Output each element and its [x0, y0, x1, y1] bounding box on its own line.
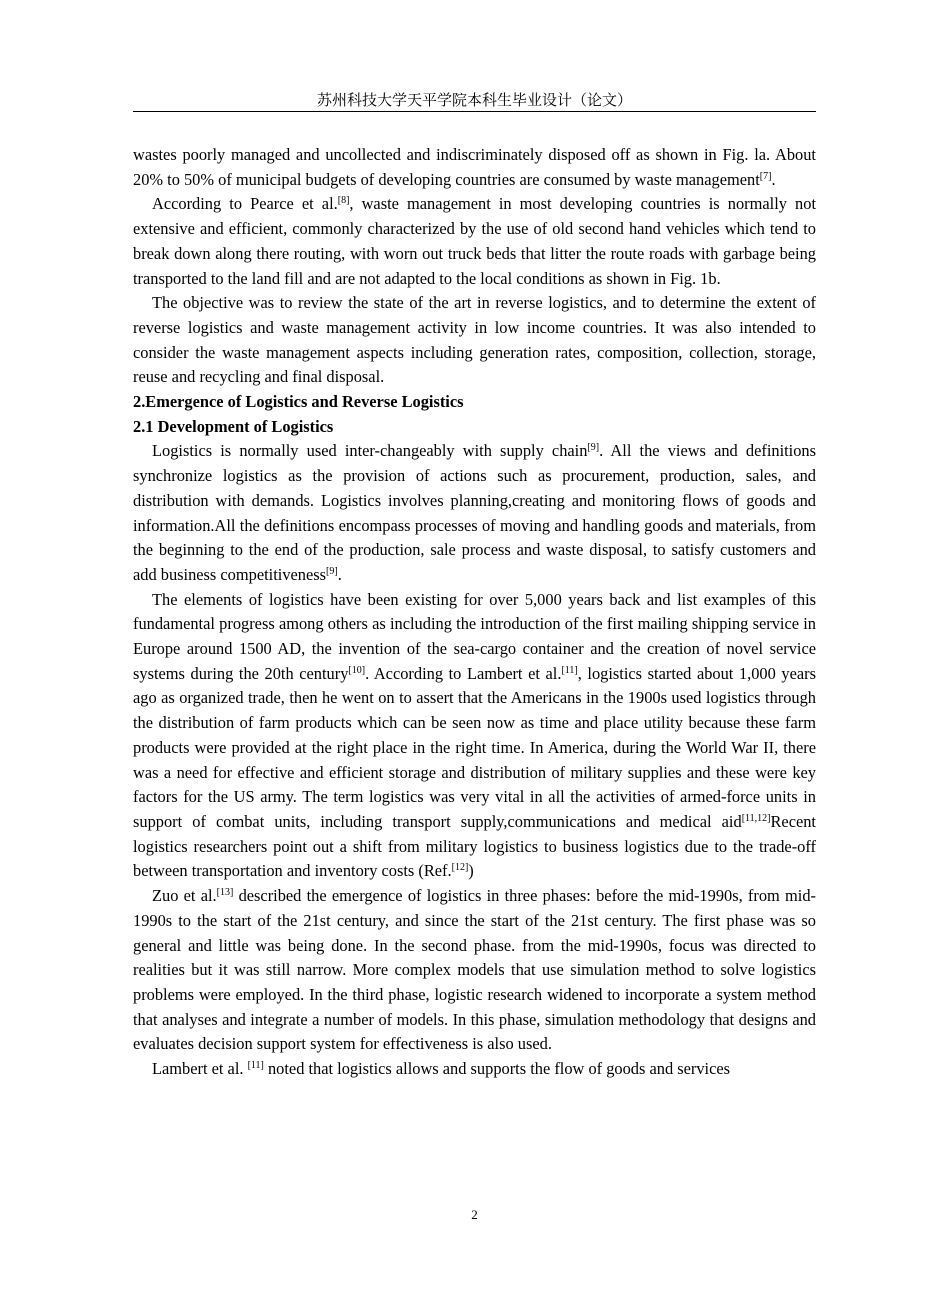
- paragraph: The elements of logistics have been existing for over 5,000 years back and list examples of this fundamental progress among others as including the introduction of the first mailing shipping service in Europe around 1500 AD, the invention of the sea-cargo container and the creation of novel service systems during the 20th century[10]. According to Lambert et al.[11], logistics started about 1,000 years ago as organized trade, then he went on to assert that the Americans in the 1900s used logistics through the distribution of farm products which can be seen now as time and place utility because these farm products were provided at the right place in the right time. In America, during the World War II, there was a need for effective and efficient storage and distribution of military supplies and these were key factors for the US army. The term logistics was very vital in all the activities of armed-force units in support of combat units, including transport supply,communications and medical aid[11,12]Recent logistics researchers point out a shift from military logistics to business logistics due to the trade-off between transportation and inventory costs (Ref.[12]): [133, 589, 817, 881]
- citation: [11]: [247, 1060, 264, 1072]
- citation: [12]: [451, 862, 469, 874]
- paragraph: Lambert et al. [11] noted that logistics allows and supports the flow of goods and services: [152, 1059, 731, 1079]
- page-number: 2: [471, 1207, 478, 1222]
- citation: [10]: [348, 664, 366, 676]
- paragraph: Zuo et al.[13] described the emergence of logistics in three phases: before the mid-1990s, from mid-1990s to the start of the 21st century, and since the start of the 21st century. The first phase was so general and little was being done. In the second phase. from the mid-1990s, focus was directed to realities but it was still narrow. More complex models that use simulation method to solve logistics problems were employed. In the third phase, logistic research widened to incorporate a system method that analyses and integrate a number of models. In this phase, simulation methodology that designs and evaluates decision support system for effectiveness is also used.: [133, 886, 816, 1054]
- paragraph: The objective was to review the state of the art in reverse logistics, and to determine the extent of reverse logistics and waste management activity in low income countries. It was also intended to consider the waste management aspects including generation rates, composition, collection, storage, reuse and recycling and final disposal.: [133, 293, 816, 387]
- paragraph: Logistics is normally used inter-changeably with supply chain[9]. All the views and definitions synchronize logistics as the provision of actions such as procurement, production, sales, and distribution with demands. Logistics involves planning,creating and monitoring flows of goods and information.All the definitions encompass processes of moving and handling goods and materials, from the beginning to the end of the production, sale process and waste disposal, to satisfy customers and add business competitiveness[9].: [133, 441, 816, 584]
- header-rule: [133, 111, 816, 112]
- page-header: 苏州科技大学天平学院本科生毕业设计（论文）: [316, 91, 632, 109]
- citation: [9]: [587, 442, 600, 454]
- citation: [7]: [759, 170, 772, 182]
- citation: [13]: [216, 887, 234, 899]
- citation: [8]: [337, 195, 350, 207]
- citation: [11]: [561, 664, 578, 676]
- paragraph: According to Pearce et al.[8], waste management in most developing countries is normally not extensive and efficient, commonly characterized by the use of old second hand vehicles which tend to break down along there routing, with worn out truck beds that litter the route roads with garbage being transported to the land fill and are not adapted to the local conditions as shown in Fig. 1b.: [133, 194, 816, 288]
- citation: [11,12]: [741, 812, 771, 824]
- paragraph: wastes poorly managed and uncollected and indiscriminately disposed off as shown in Fig. la. About 20% to 50% of municipal budgets of developing countries are consumed by waste management[7].: [133, 145, 816, 189]
- subsection-heading: 2.1 Development of Logistics: [133, 416, 334, 436]
- section-heading: 2.Emergence of Logistics and Reverse Logistics: [133, 392, 464, 412]
- document-body: [133, 143, 816, 1082]
- citation: [9]: [326, 565, 338, 577]
